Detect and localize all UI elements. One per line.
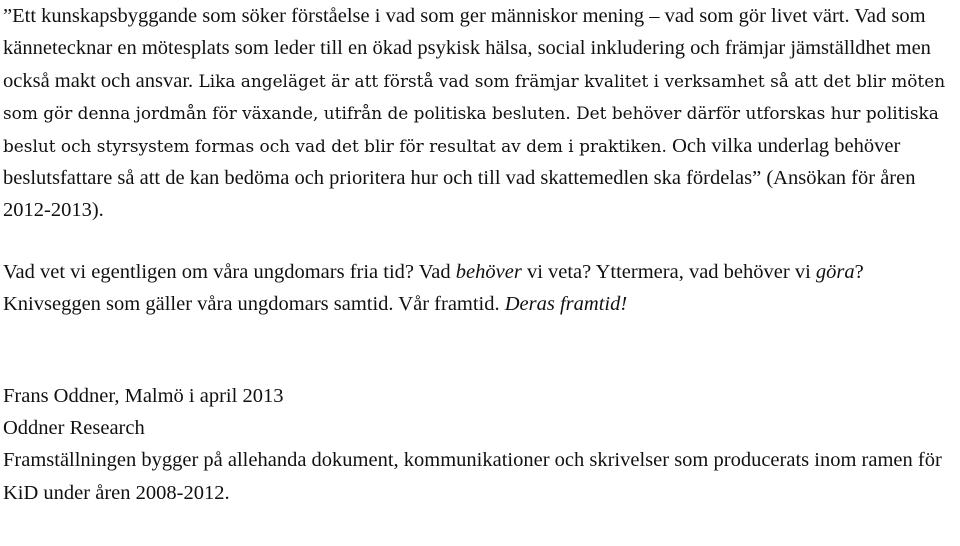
question-emphasis-deras-framtid: Deras framtid!	[504, 293, 628, 316]
organization-line: Oddner Research	[3, 417, 145, 440]
quote-paragraph	[3, 0, 953, 227]
quote-text-part-2: Lika angeläget är att förstå vad som främjar kvalitet i verksamhet så att det blir möten som gör denna jordmån för växande, utifrån de politiska besluten. Det behöver därför utforskas hur politiska beslut och styrsystem formas och vad det blir för resultat av dem i praktiken.	[3, 70, 946, 156]
question-paragraph	[3, 256, 953, 321]
quote-text-part-1: ”Ett kunskapsbyggande som söker förståelse i vad som ger människor mening – vad som gör livet värt. Vad som kännetecknar en mötesplats som leder till en ökad psykisk hälsa, social inkludering och främjar jämställdhet men också makt och ansvar.	[3, 5, 931, 92]
question-text-3: ? Knivseggen som gäller våra ungdomars samtid. Vår framtid.	[3, 260, 864, 316]
question-text-2: vi veta? Yttermera, vad behöver vi	[521, 260, 816, 283]
signature-block	[3, 380, 953, 510]
source-description: Framställningen bygger på allehanda dokument, kommunikationer och skrivelser som producerats inom ramen för KiD under åren 2008-2012.	[3, 449, 942, 504]
paragraph-spacer	[3, 227, 953, 256]
section-spacer	[3, 321, 953, 380]
question-text-1: Vad vet vi egentligen om våra ungdomars fria tid? Vad	[3, 260, 456, 283]
question-emphasis-gora: göra	[815, 260, 855, 283]
author-line: Frans Oddner, Malmö i april 2013	[3, 384, 284, 407]
document-page	[3, 0, 953, 509]
quote-text-part-3: Och vilka underlag behöver beslutsfattare så att de kan bedöma och prioritera hur och till vad skattemedlen ska fördelas” (Ansökan för åren 2012-2013).	[3, 134, 916, 222]
question-emphasis-behover: behöver	[455, 260, 522, 283]
